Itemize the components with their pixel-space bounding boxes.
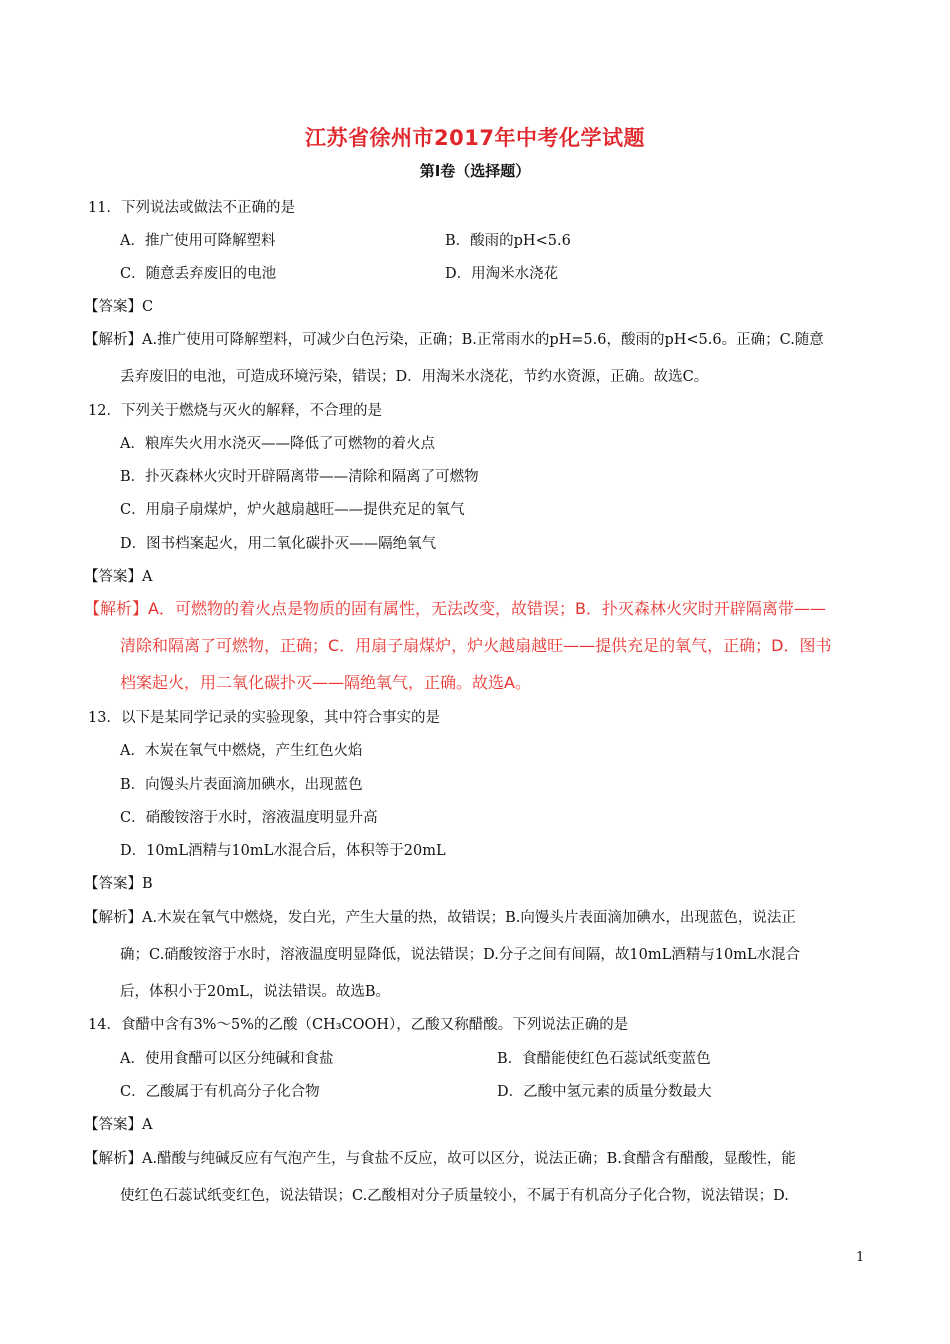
- q14-stem: 14．食醋中含有3%～5%的乙酸（CH₃COOH），乙酸又称醋酸。下列说法正确的是: [88, 1017, 629, 1033]
- q14-option-a: A．使用食醋可以区分纯碱和食盐: [120, 1051, 334, 1067]
- q14-option-c: C．乙酸属于有机高分子化合物: [120, 1084, 320, 1100]
- q14-explanation-line-1: 【解析】A.醋酸与纯碱反应有气泡产生，与食盐不反应，故可以区分，说法正确；B.食醋含有醋酸，显酸性，能: [84, 1151, 796, 1167]
- q14-explanation-line-2: 使红色石蕊试纸变红色，说法错误；C.乙酸相对分子质量较小，不属于有机高分子化合物，说法错误；D.: [120, 1188, 789, 1204]
- q13-explanation-line-1: 【解析】A.木炭在氧气中燃烧，发白光，产生大量的热，故错误；B.向馒头片表面滴加碘水，出现蓝色，说法正: [84, 910, 796, 926]
- q11-explanation-line-1: 【解析】A.推广使用可降解塑料，可减少白色污染，正确；B.正常雨水的pH=5.6，酸雨的pH<5.6。正确；C.随意: [84, 332, 824, 348]
- q12-option-d: D．图书档案起火，用二氧化碳扑灭——隔绝氧气: [120, 536, 437, 552]
- q11-option-c: C．随意丢弃废旧的电池: [120, 266, 277, 282]
- q11-option-b: B．酸雨的pH<5.6: [445, 233, 571, 249]
- q13-answer: 【答案】B: [84, 876, 153, 892]
- q12-explanation-line-2: 清除和隔离了可燃物，正确；C．用扇子扇煤炉，炉火越扇越旺——提供充足的氧气，正确；D．图书: [120, 636, 832, 655]
- page-number: 1: [856, 1250, 865, 1265]
- q13-explanation-line-2: 确；C.硝酸铵溶于水时，溶液温度明显降低，说法错误；D.分子之间有间隔，故10mL酒精与10mL水混合: [120, 947, 801, 963]
- q12-option-c: C．用扇子扇煤炉，炉火越扇越旺——提供充足的氧气: [120, 502, 465, 518]
- q14-answer: 【答案】A: [84, 1117, 153, 1133]
- q13-option-d: D．10mL酒精与10mL水混合后，体积等于20mL: [120, 843, 446, 859]
- q11-stem: 11．下列说法或做法不正确的是: [88, 200, 295, 216]
- q13-stem: 13．以下是某同学记录的实验现象，其中符合事实的是: [88, 710, 440, 726]
- q12-option-b: B．扑灭森林火灾时开辟隔离带——清除和隔离了可燃物: [120, 469, 479, 485]
- q14-option-d: D．乙酸中氢元素的质量分数最大: [497, 1084, 712, 1100]
- q11-explanation-line-2: 丢弃废旧的电池，可造成环境污染，错误；D．用淘米水浇花，节约水资源，正确。故选C。: [120, 369, 709, 385]
- q12-answer: 【答案】A: [84, 569, 153, 585]
- q14-option-b: B．食醋能使红色石蕊试纸变蓝色: [497, 1051, 711, 1067]
- section-title: 第Ⅰ卷（选择题）: [419, 162, 531, 180]
- q13-option-a: A．木炭在氧气中燃烧，产生红色火焰: [120, 743, 363, 759]
- q12-explanation-line-1: 【解析】A．可燃物的着火点是物质的固有属性，无法改变，故错误；B．扑灭森林火灾时开辟隔离带——: [84, 599, 826, 618]
- q11-option-a: A．推广使用可降解塑料: [120, 233, 276, 249]
- q13-option-c: C．硝酸铵溶于水时，溶液温度明显升高: [120, 810, 378, 826]
- q12-option-a: A．粮库失火用水浇灭——降低了可燃物的着火点: [120, 436, 435, 452]
- page-title: 江苏省徐州市2017年中考化学试题: [305, 126, 645, 150]
- q11-option-d: D．用淘米水浇花: [445, 266, 559, 282]
- q13-explanation-line-3: 后，体积小于20mL，说法错误。故选B。: [120, 984, 390, 1000]
- q13-option-b: B．向馒头片表面滴加碘水，出现蓝色: [120, 777, 363, 793]
- q12-stem: 12．下列关于燃烧与灭火的解释，不合理的是: [88, 403, 382, 419]
- q12-explanation-line-3: 档案起火，用二氧化碳扑灭——隔绝氧气，正确。故选A。: [120, 673, 531, 692]
- q11-answer: 【答案】C: [84, 299, 154, 315]
